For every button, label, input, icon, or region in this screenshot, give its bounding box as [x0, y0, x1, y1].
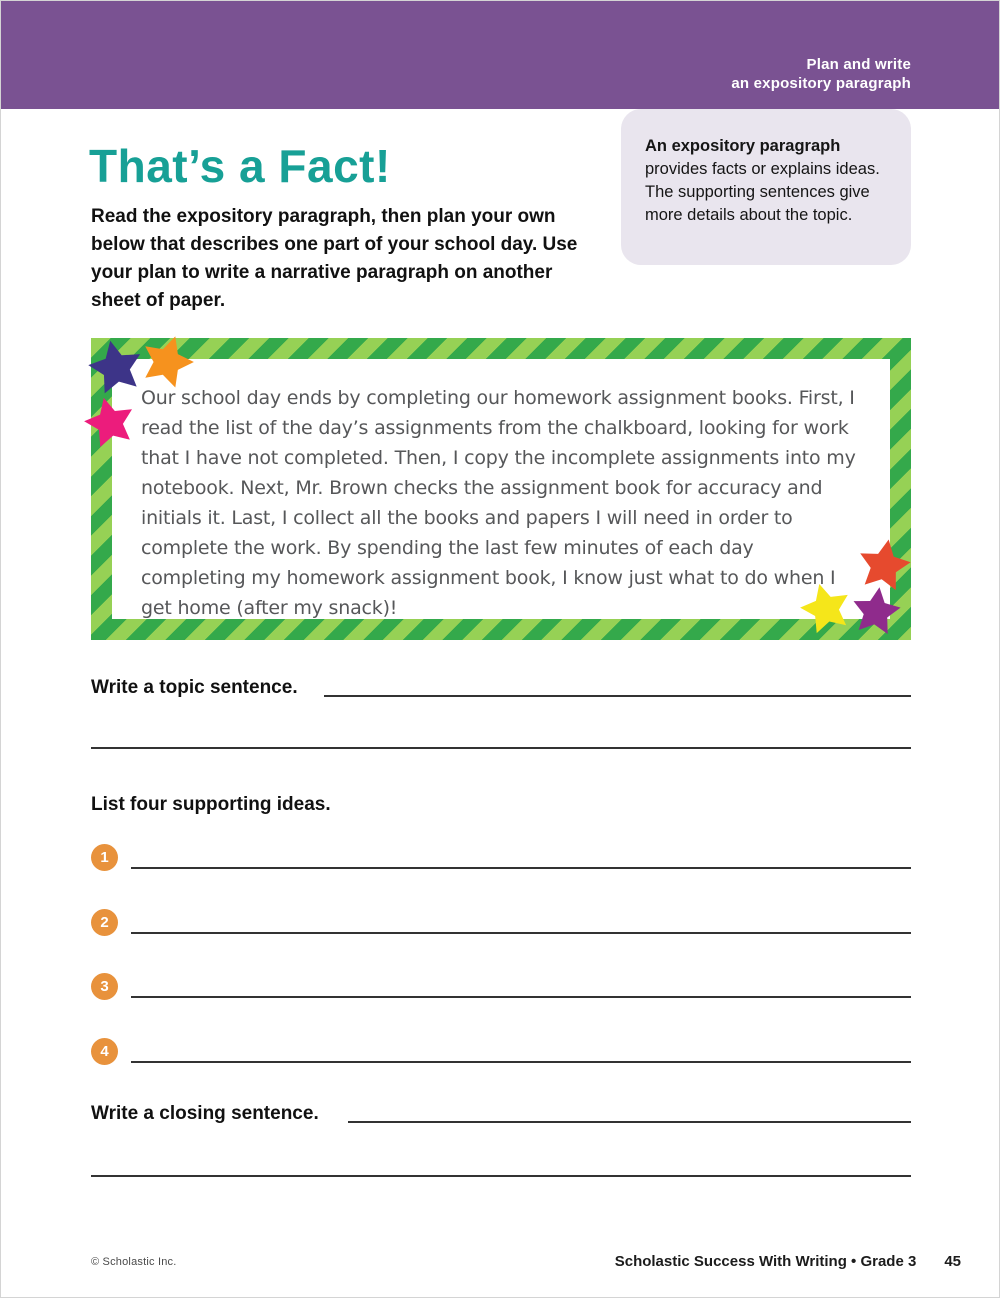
header-lesson-line1: Plan and write	[806, 56, 911, 73]
definition-note-body: provides facts or explains ideas. The supporting sentences give more details about the topic.	[645, 160, 880, 224]
supporting-ideas-prompt: List four supporting ideas.	[91, 794, 331, 815]
topic-writing-line-2	[91, 747, 911, 749]
header-band	[1, 1, 1000, 109]
example-paragraph-text: Our school day ends by completing our homework assignment books. First, I read the list of the day’s assignments from the chalkboard, looking for work that I have not completed. Then, I copy the incomplete assignments into my notebook. Next, Mr. Brown checks the assignment book for accuracy and initials it. Last, I collect all the books and papers I will need in order to complete the work. By spending the last few minutes of each day completing my homework assignment book, I know just what to do when I get home (after my snack)!	[112, 359, 890, 619]
idea-writing-line-1	[131, 867, 911, 869]
copyright-text: © Scholastic Inc.	[91, 1256, 177, 1268]
page-title: That’s a Fact!	[89, 140, 391, 192]
topic-writing-line-1	[324, 695, 911, 697]
idea-number-badge-4: 4	[91, 1038, 118, 1065]
idea-writing-line-3	[131, 996, 911, 998]
closing-writing-line-2	[91, 1175, 911, 1177]
instructions-text: Read the expository paragraph, then plan your own below that describes one part of your school day. Use your plan to write a narrative paragraph on another sheet of paper.	[91, 206, 578, 311]
example-paragraph-box	[91, 338, 911, 640]
definition-note	[621, 109, 911, 265]
idea-number-badge-1: 1	[91, 844, 118, 871]
idea-number-badge-2: 2	[91, 909, 118, 936]
footer-book-info	[615, 1253, 961, 1270]
closing-writing-line-1	[348, 1121, 911, 1123]
header-lesson-label	[731, 55, 911, 93]
topic-sentence-prompt: Write a topic sentence.	[91, 677, 298, 698]
idea-writing-line-2	[131, 932, 911, 934]
definition-note-lead: An expository paragraph	[645, 137, 841, 155]
closing-sentence-prompt: Write a closing sentence.	[91, 1103, 319, 1124]
star-purple-icon	[847, 583, 906, 642]
book-title: Scholastic Success With Writing • Grade 3	[614, 1253, 917, 1270]
idea-writing-line-4	[131, 1061, 911, 1063]
page-number: 45	[944, 1253, 961, 1270]
idea-number-badge-3: 3	[91, 973, 118, 1000]
header-lesson-line2: an expository paragraph	[731, 75, 911, 92]
